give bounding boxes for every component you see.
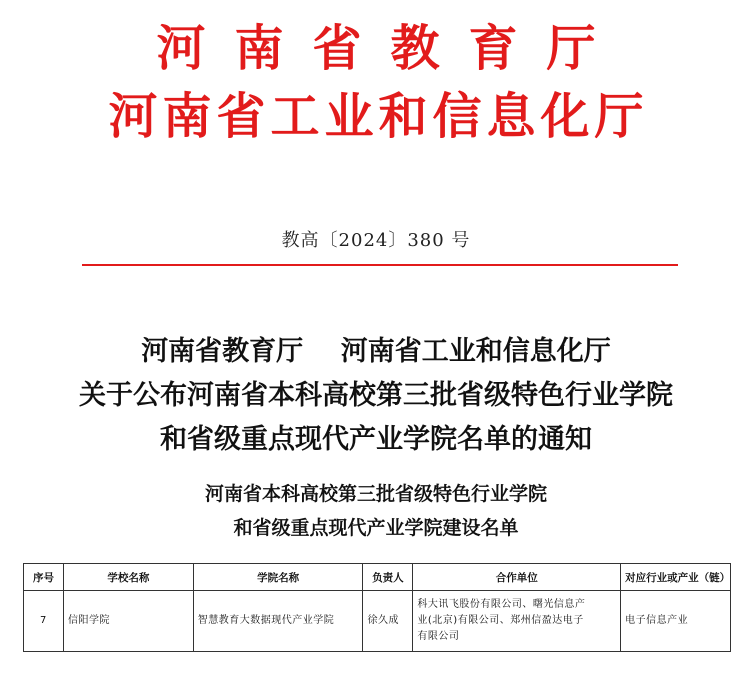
header-college: 学院名称 [193, 564, 363, 591]
cell-no: 7 [24, 591, 64, 652]
notice-title-line-2: 关于公布河南省本科高校第三批省级特色行业学院 [79, 380, 673, 411]
cell-partner [413, 591, 621, 652]
red-divider-line [82, 264, 678, 266]
header-school: 学校名称 [63, 564, 193, 591]
table-row [24, 591, 731, 652]
table-header-row [24, 564, 731, 591]
list-title-line-2: 和省级重点现代产业学院建设名单 [233, 517, 519, 539]
document-number: 教高〔2024〕380 号 [281, 230, 471, 251]
cell-school: 信阳学院 [63, 591, 193, 652]
cell-college: 智慧教育大数据现代产业学院 [193, 591, 363, 652]
header-no: 序号 [24, 564, 64, 591]
notice-title-line-3: 和省级重点现代产业学院名单的通知 [160, 424, 592, 455]
issuer-header-education: 河南省教育厅 [156, 19, 625, 77]
issuer-header-industry: 河南省工业和信息化厅 [108, 87, 649, 145]
partner-line: 有限公司 [417, 631, 460, 642]
cell-industry: 电子信息产业 [621, 591, 731, 652]
header-partner: 合作单位 [413, 564, 621, 591]
partner-line: 科大讯飞股份有限公司、曙光信息产 [417, 599, 586, 610]
header-leader: 负责人 [363, 564, 413, 591]
cell-leader: 徐久成 [363, 591, 413, 652]
notice-title-line-1: 河南省教育厅 河南省工业和信息化厅 [141, 336, 611, 367]
list-title-line-1: 河南省本科高校第三批省级特色行业学院 [204, 483, 547, 505]
partner-line: 业(北京)有限公司、郑州信盈达电子 [417, 615, 584, 626]
header-industry: 对应行业或产业（链） [621, 564, 731, 591]
college-list-table [23, 563, 731, 652]
